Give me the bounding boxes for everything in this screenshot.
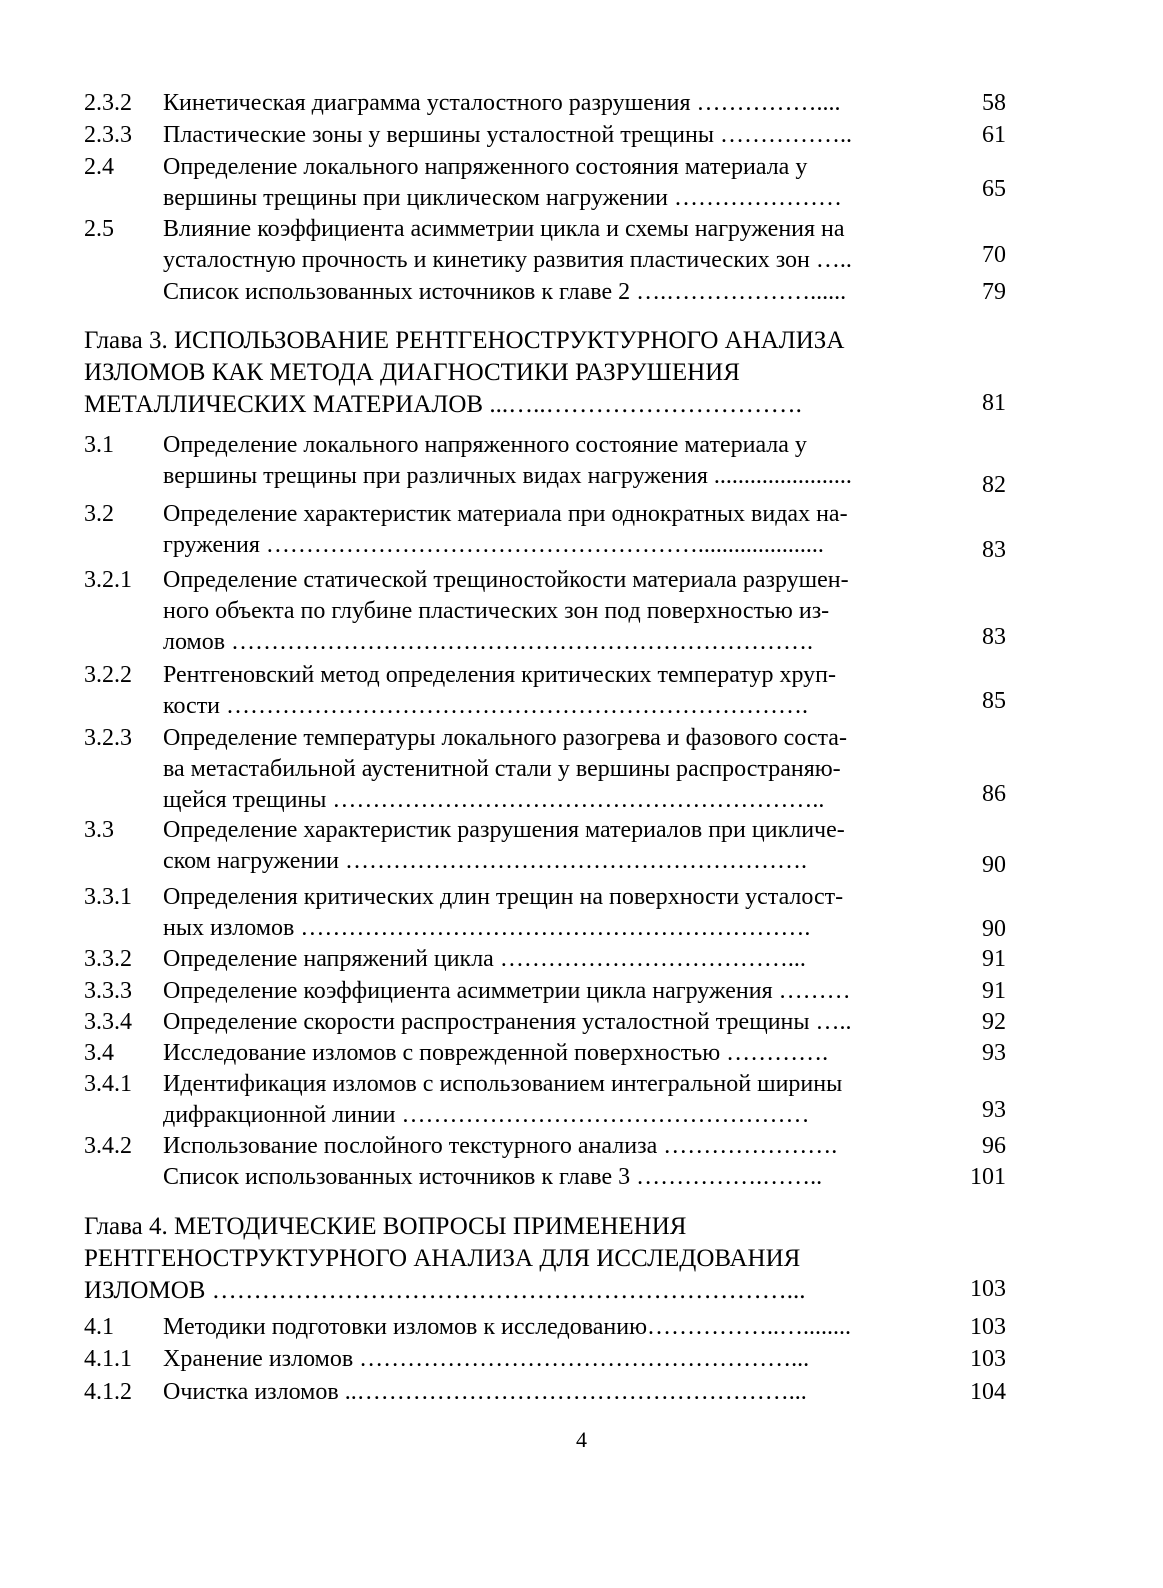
toc-entry-3-3-4 [0, 1007, 1163, 1040]
entry-number: 4.1.1 [84, 1346, 132, 1372]
entry-title: Кинетическая диаграмма усталостного разрушения …………….... [163, 90, 841, 116]
entry-title: Определение локального напряженного состояния материала у вершины трещины при циклическом нагружении ………………… [163, 154, 843, 211]
entry-number: 3.4.1 [84, 1071, 132, 1097]
entry-number: 3.1 [84, 432, 114, 458]
entry-number: 4.1 [84, 1314, 114, 1340]
chapter-title: Глава 4. МЕТОДИЧЕСКИЕ ВОПРОСЫ ПРИМЕНЕНИЯ РЕНТГЕНОСТРУКТУРНОГО АНАЛИЗА ДЛЯ ИССЛЕДОВАНИЯ ИЗЛОМОВ ……………………………………………………………... [84, 1213, 806, 1304]
toc-entry-3-1 [0, 430, 1163, 498]
toc-entry-2-5 [0, 214, 1163, 278]
entry-number: 4.1.2 [84, 1379, 132, 1405]
chapter-title: Глава 3. ИСПОЛЬЗОВАНИЕ РЕНТГЕНОСТРУКТУРНОГО АНАЛИЗА ИЗЛОМОВ КАК МЕТОДА ДИАГНОСТИКИ РАЗРУШЕНИЯ МЕТАЛЛИЧЕСКИХ МАТЕРИАЛОВ ...…..…………………………. [84, 327, 845, 418]
entry-number: 3.2.1 [84, 567, 132, 593]
entry-number: 2.3.2 [84, 90, 132, 116]
toc-entry-3-2 [0, 499, 1163, 563]
toc-entry-2-4 [0, 152, 1163, 216]
entry-number: 3.3 [84, 817, 114, 843]
toc-chapter-3 [0, 325, 1163, 423]
entry-number: 3.2.3 [84, 725, 132, 751]
toc-entry-3-2-1 [0, 565, 1163, 660]
entry-page: 104 [970, 1379, 1006, 1405]
toc-entry-3-3 [0, 815, 1163, 879]
entry-page: 93 [982, 1097, 1006, 1123]
entry-page: 103 [970, 1346, 1006, 1372]
entry-page: 96 [982, 1133, 1006, 1159]
entry-page: 58 [982, 90, 1006, 116]
entry-title: Определения критических длин трещин на поверхности усталост- ных изломов ………………………………………………………. [163, 884, 844, 941]
toc-entry-4-1-1 [0, 1344, 1163, 1377]
toc-entry-3-3-1 [0, 882, 1163, 946]
entry-page: 79 [982, 279, 1006, 305]
entry-title: Хранение изломов ………………………………………………... [163, 1346, 810, 1372]
toc-entry-4-1-2 [0, 1377, 1163, 1410]
entry-title: Методики подготовки изломов к исследованию……………..…........ [163, 1314, 851, 1340]
entry-page: 82 [982, 472, 1006, 498]
entry-page: 101 [970, 1164, 1006, 1190]
entry-page: 93 [982, 1040, 1006, 1066]
entry-number: 2.4 [84, 154, 114, 180]
entry-page: 91 [982, 978, 1006, 1004]
entry-page: 81 [982, 390, 1006, 416]
entry-number: 3.3.2 [84, 946, 132, 972]
toc-entry-2-3-3 [0, 120, 1163, 153]
entry-page: 103 [970, 1276, 1006, 1302]
entry-title: Определение скорости распространения усталостной трещины ….. [163, 1009, 852, 1035]
toc-entry-3-2-3 [0, 723, 1163, 818]
toc-entry-3-3-2 [0, 944, 1163, 977]
entry-number: 3.3.4 [84, 1009, 132, 1035]
entry-title: Определение характеристик разрушения материалов при цикличе- ском нагружении …………………………………………………. [163, 817, 845, 874]
entry-number: 2.5 [84, 216, 114, 242]
entry-title: Рентгеновский метод определения критических температур хруп- кости ………………………………………………………………. [163, 662, 837, 719]
entry-title: Определение напряжений цикла ………………………………... [163, 946, 806, 972]
entry-page: 91 [982, 946, 1006, 972]
entry-number: 3.2.2 [84, 662, 132, 688]
entry-page: 65 [982, 176, 1006, 202]
entry-title: Идентификация изломов с использованием интегральной ширины дифракционной линии …………………………………………… [163, 1071, 843, 1128]
entry-title: Исследование изломов с поврежденной поверхностью …………. [163, 1040, 829, 1066]
entry-title: Влияние коэффициента асимметрии цикла и схемы нагружения на усталостную прочность и кинетику развития пластических зон ….. [163, 216, 852, 273]
toc-entry-references-ch3 [0, 1162, 1163, 1195]
toc-entry-references-ch2 [0, 277, 1163, 310]
entry-number: 3.3.1 [84, 884, 132, 910]
entry-title: Определение статической трещиностойкости материала разрушен- ного объекта по глубине пластических зон под поверхностью из- ломов ………………………………………………………………. [163, 567, 849, 655]
entry-title: Список использованных источников к главе 3 …………….…….. [163, 1164, 823, 1190]
entry-page: 92 [982, 1009, 1006, 1035]
toc-entry-3-4 [0, 1038, 1163, 1071]
toc-entry-3-4-1 [0, 1069, 1163, 1133]
entry-number: 3.2 [84, 501, 114, 527]
toc-entry-3-4-2 [0, 1131, 1163, 1164]
toc-entry-4-1 [0, 1312, 1163, 1345]
entry-page: 90 [982, 916, 1006, 942]
entry-title: Использование послойного текстурного анализа …………………. [163, 1133, 838, 1159]
toc-chapter-4 [0, 1211, 1163, 1309]
entry-page: 103 [970, 1314, 1006, 1340]
toc-entry-3-2-2 [0, 660, 1163, 724]
entry-number: 3.3.3 [84, 978, 132, 1004]
entry-page: 83 [982, 624, 1006, 650]
entry-title: Определение характеристик материала при однократных видах на- гружения ………………………………………………..................... [163, 501, 848, 558]
entry-title: Определение локального напряженного состояние материала у вершины трещины при различных видах нагружения ....................... [163, 432, 852, 489]
toc-entry-3-3-3 [0, 976, 1163, 1009]
toc-entry-2-3-2 [0, 88, 1163, 121]
entry-page: 85 [982, 688, 1006, 714]
entry-page: 90 [982, 852, 1006, 878]
entry-number: 3.4.2 [84, 1133, 132, 1159]
entry-page: 61 [982, 122, 1006, 148]
entry-number: 2.3.3 [84, 122, 132, 148]
entry-title: Определение температуры локального разогрева и фазового соста- ва метастабильной аустенитной стали у вершины распространяю- щейся трещины …………………………………………………….. [163, 725, 847, 813]
entry-page: 70 [982, 242, 1006, 268]
entry-page: 86 [982, 781, 1006, 807]
entry-title: Пластические зоны у вершины усталостной трещины …………….. [163, 122, 852, 148]
page-number: 4 [576, 1427, 587, 1452]
entry-title: Определение коэффициента асимметрии цикла нагружения ……… [163, 978, 851, 1004]
entry-page: 83 [982, 537, 1006, 563]
entry-number: 3.4 [84, 1040, 114, 1066]
entry-title: Очистка изломов ..………………………………………………... [163, 1379, 807, 1405]
entry-title: Список использованных источников к главе 2 ….………………...... [163, 279, 847, 305]
